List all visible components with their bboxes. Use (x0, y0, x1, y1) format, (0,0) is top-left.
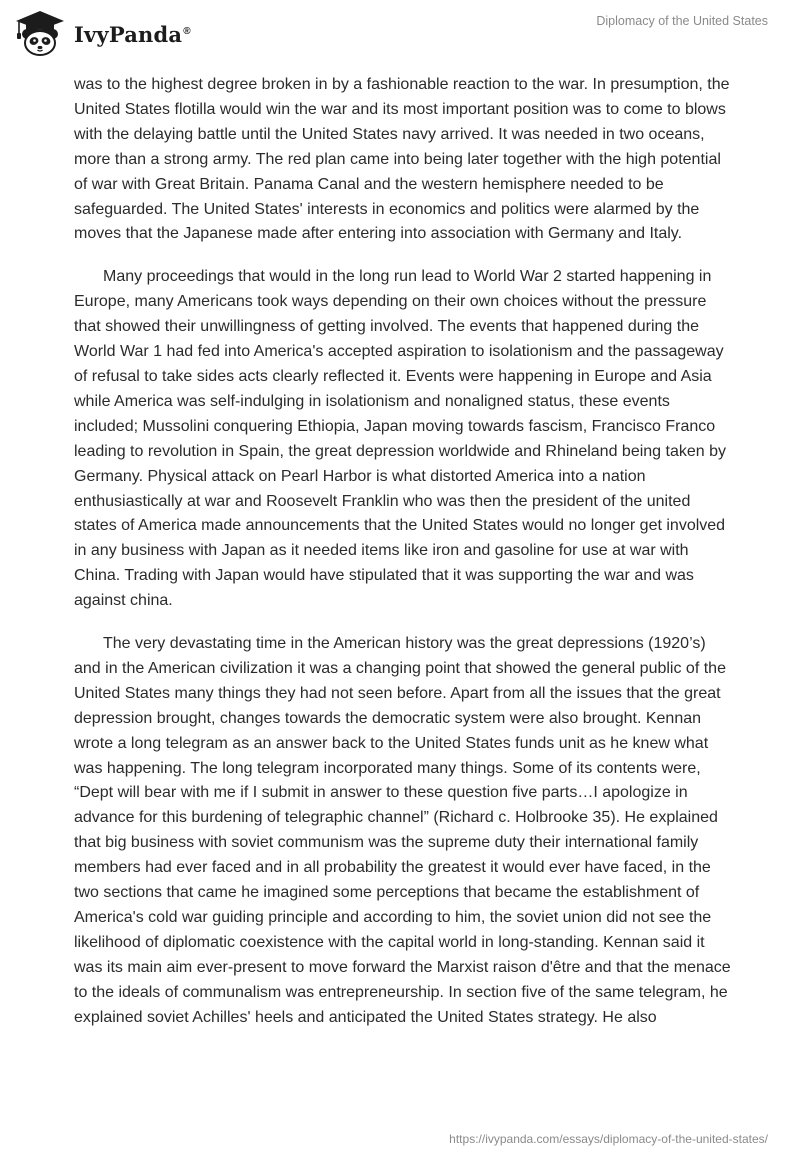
document-title: Diplomacy of the United States (596, 14, 768, 28)
registered-mark: ® (183, 25, 191, 37)
paragraph: Many proceedings that would in the long run lead to World War 2 started happening in Europe, many Americans took ways depending on their own choices without the pressure that showed their unwillingness of getting involved. The events that happened during the World War 1 had fed into America's accepted aspiration to isolationism and the passageway of refusal to take sides acts clearly reflected it. Events were happening in Europe and Asia while America was self-indulging in isolationism and nonaligned status, these events included; Mussolini conquering Ethiopia, Japan moving towards fascism, Francisco Franco leading to revolution in Spain, the great depression worldwide and Rhineland being taken by Germany. Physical attack on Pearl Harbor is what distorted America into a nation enthusiastically at war and Roosevelt Franklin who was then the president of the united states of America made announcements that the United States would no longer get involved in any business with Japan as it needed items like iron and gasoline for use at war with China. Trading with Japan would have stipulated that it was supporting the war and was against china. (74, 268, 726, 610)
paragraph: The very devastating time in the American history was the great depressions (1920’s) and in the American civilization it was a changing point that showed the general public of the United States many things they had not seen before. Apart from all the issues that the great depression brought, changes towards the democratic system were also brought. Kennan wrote a long telegram as an answer back to the United States funds unit as he knew what was happening. The long telegram incorporated many things. Some of its contents were, “Dept will bear with me if I submit in answer to these question five parts…I apologize in advance for this burdening of telegraphic channel” (Richard c. Holbrooke 35). He explained that big business with soviet communism was the supreme duty their international family members had ever faced and in all probability the greatest it would ever have faced, in the two sections that came he imagined some perceptions that became the establishment of America's cold war guiding principle and according to him, the soviet union did not see the likelihood of diplomatic coexistence with the capital world in long-standing. Kennan said it was its main aim ever-present to move forward the Marxist raison d'être and that the menace to the ideals of communalism was entrepreneurship. In section five of the same telegram, he explained soviet Achilles' heels and anticipated the United States strategy. He also (74, 635, 731, 1026)
ivypanda-logo[interactable] (14, 8, 191, 58)
graduation-cap-panda-icon (14, 8, 66, 58)
brand-name (74, 22, 191, 47)
brand-label: IvyPanda (74, 21, 183, 47)
essay-body (74, 73, 734, 1049)
page-header (0, 0, 800, 70)
paragraph: was to the highest degree broken in by a fashionable reaction to the war. In presumption, the United States flotilla would win the war and its most important position was to come to blows with the delaying battle until the United States navy arrived. It was needed in two oceans, more than a strong army. The red plan came into being later together with the high potential of war with Great Britain. Panama Canal and the western hemisphere needed to be safeguarded. The United States' interests in economics and politics were alarmed by the moves that the Japanese made after entering into association with Germany and Italy. (74, 76, 730, 243)
source-url[interactable]: https://ivypanda.com/essays/diplomacy-of-the-united-states/ (449, 1132, 768, 1146)
